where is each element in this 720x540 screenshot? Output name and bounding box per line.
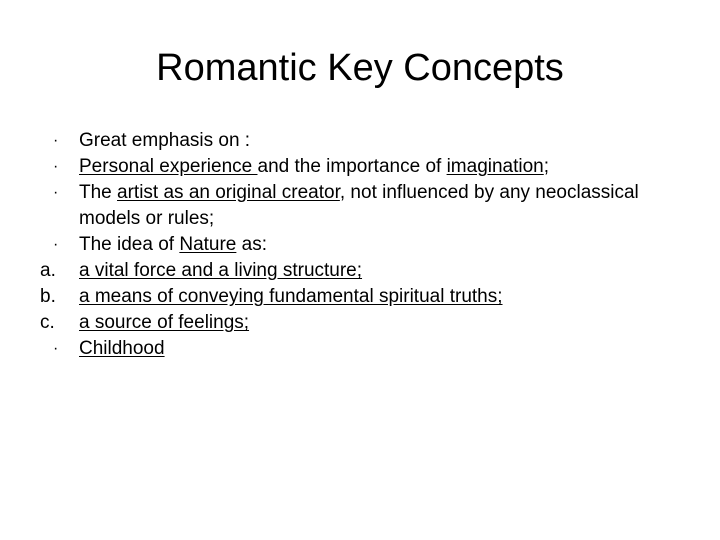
underlined-text: a means of conveying fundamental spiritual truths; (79, 286, 503, 307)
item-text (79, 234, 267, 255)
bullet-marker: · (53, 158, 59, 175)
text-segment: and the importance of (257, 156, 447, 177)
list-item (40, 336, 680, 362)
item-text (79, 156, 549, 177)
text-segment: ; (543, 156, 550, 177)
item-text (79, 260, 362, 281)
underlined-text: Personal experience (79, 156, 258, 177)
letter-marker: c. (40, 312, 55, 333)
item-text (79, 338, 165, 359)
text-segment: The (79, 182, 118, 203)
underlined-text: Nature (179, 234, 237, 255)
text-segment: as: (236, 234, 267, 255)
list-item (40, 284, 680, 310)
slide-title: Romantic Key Concepts (156, 47, 564, 89)
item-text (79, 182, 639, 229)
bullet-marker: · (53, 340, 59, 357)
list-item (40, 310, 680, 336)
item-text (79, 130, 250, 151)
list-item (40, 258, 680, 284)
list-item (40, 154, 680, 180)
letter-marker: b. (40, 286, 56, 307)
text-segment: Great emphasis on : (79, 130, 251, 151)
bullet-marker: · (53, 132, 59, 149)
underlined-text: artist as an original creator (117, 182, 340, 203)
bullet-marker: · (53, 236, 59, 253)
underlined-text: a source of feelings; (79, 312, 250, 333)
underlined-text: a vital force and a living structure; (79, 260, 363, 281)
underlined-text: Childhood (79, 338, 165, 359)
text-segment: The idea of (79, 234, 180, 255)
list-item (40, 180, 680, 232)
list-item (40, 128, 680, 154)
bullet-marker: · (53, 184, 59, 201)
letter-marker: a. (40, 260, 56, 281)
list-item (40, 232, 680, 258)
underlined-text: imagination (446, 156, 544, 177)
text-segment: , not influenced by any neoclassical models or rules; (79, 182, 639, 229)
item-text (79, 312, 249, 333)
item-text (79, 286, 503, 307)
concept-list (40, 128, 680, 362)
